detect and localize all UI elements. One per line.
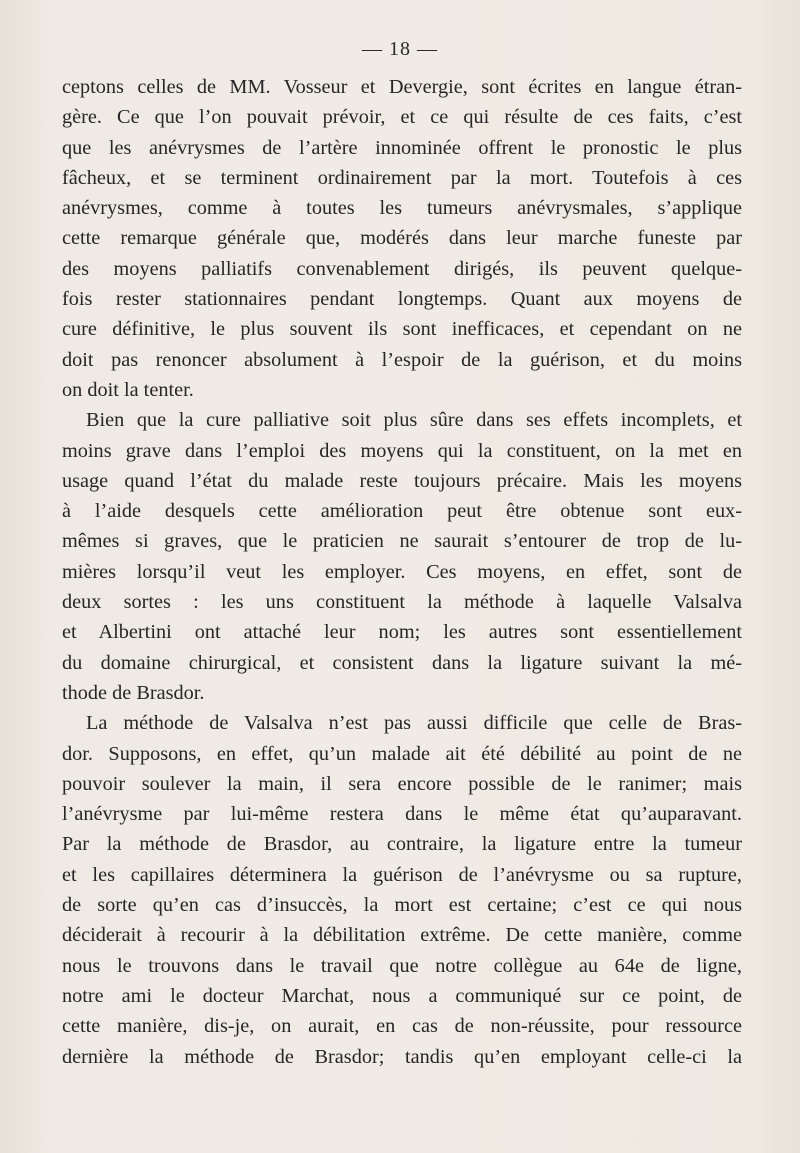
text-line: Bien que la cure palliative soit plus sûre dans ses effets incomplets, et [86, 409, 742, 432]
text-line: fâcheux, et se terminent ordinairement par la mort. Toutefois à ces [62, 166, 742, 189]
text-line: à l’aide desquels cette amélioration peut être obtenue sont eux- [62, 500, 742, 523]
text-line: moins grave dans l’emploi des moyens qui la constituent, on la met en [62, 439, 742, 462]
text-line: thode de Brasdor. [62, 681, 205, 704]
text-line: que les anévrysmes de l’artère innominée offrent le pronostic le plus [62, 136, 742, 159]
body-text [62, 72, 742, 1072]
text-line: doit pas renoncer absolument à l’espoir de la guérison, et du moins [62, 348, 742, 371]
text-line: fois rester stationnaires pendant longtemps. Quant aux moyens de [62, 288, 742, 311]
text-line: des moyens palliatifs convenablement dirigés, ils peuvent quelque- [62, 257, 742, 280]
text-line: ceptons celles de MM. Vosseur et Devergie, sont écrites en langue étran- [62, 76, 742, 98]
text-line: et les capillaires déterminera la guérison de l’anévrysme ou sa rupture, [62, 863, 742, 886]
text-line: nous le trouvons dans le travail que notre collègue au 64e de ligne, [62, 954, 742, 977]
text-line: dernière la méthode de Brasdor; tandis qu’en employant celle-ci la [62, 1045, 742, 1068]
text-line: usage quand l’état du malade reste toujours précaire. Mais les moyens [62, 469, 742, 492]
text-line: du domaine chirurgical, et consistent dans la ligature suivant la mé- [62, 651, 742, 674]
text-line: l’anévrysme par lui-même restera dans le même état qu’auparavant. [62, 803, 742, 826]
text-line: on doit la tenter. [62, 378, 194, 401]
text-line: cure définitive, le plus souvent ils sont inefficaces, et cependant on ne [62, 318, 742, 341]
text-line: dor. Supposons, en effet, qu’un malade ait été débilité au point de ne [62, 742, 742, 765]
text-line: La méthode de Valsalva n’est pas aussi difficile que celle de Bras- [86, 712, 742, 735]
text-line: deux sortes : les uns constituent la méthode à laquelle Valsalva [62, 591, 742, 614]
text-line: gère. Ce que l’on pouvait prévoir, et ce qui résulte de ces faits, c’est [62, 106, 742, 129]
text-line: et Albertini ont attaché leur nom; les autres sont essentiellement [62, 621, 742, 644]
text-line: cette manière, dis-je, on aurait, en cas de non-réussite, pour ressource [62, 1015, 742, 1038]
text-line: Par la méthode de Brasdor, au contraire, la ligature entre la tumeur [62, 833, 742, 856]
text-line: de sorte qu’en cas d’insuccès, la mort est certaine; c’est ce qui nous [62, 894, 742, 917]
text-line: mières lorsqu’il veut les employer. Ces moyens, en effet, sont de [62, 560, 742, 583]
page-number: — 18 — [362, 38, 438, 60]
text-line: pouvoir soulever la main, il sera encore possible de le ranimer; mais [62, 772, 742, 795]
text-line: notre ami le docteur Marchat, nous a communiqué sur ce point, de [62, 984, 742, 1007]
text-line: déciderait à recourir à la débilitation extrême. De cette manière, comme [62, 924, 742, 947]
text-line: anévrysmes, comme à toutes les tumeurs anévrysmales, s’applique [62, 197, 742, 220]
text-line: cette remarque générale que, modérés dans leur marche funeste par [62, 227, 742, 250]
text-line: mêmes si graves, que le praticien ne saurait s’entourer de trop de lu- [62, 530, 742, 553]
